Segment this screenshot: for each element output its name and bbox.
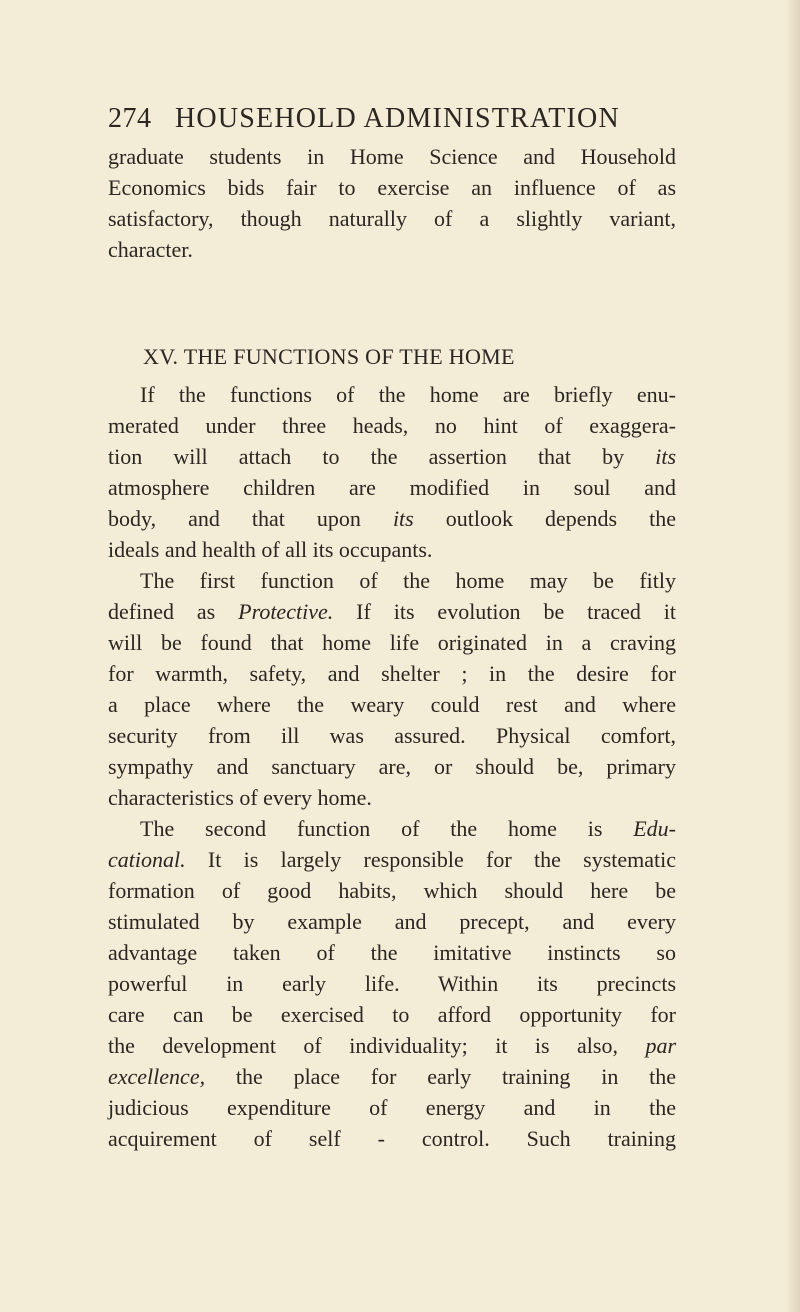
text-line: formation of good habits, which should here be xyxy=(108,878,676,903)
section-body xyxy=(108,379,676,1154)
text-run: the place for early training in the xyxy=(235,1064,677,1089)
emphasis: excellence, xyxy=(108,1064,206,1089)
emphasis: Edu- xyxy=(633,816,676,841)
text-line: security from ill was assured. Physical comfort, xyxy=(108,723,676,748)
text-line: The first function of the home may be fitly xyxy=(140,568,676,593)
text-line: ideals and health of all its occupants. xyxy=(108,537,433,562)
paragraph-continued xyxy=(108,141,676,265)
running-header xyxy=(108,103,620,135)
text-line: sympathy and sanctuary are, or should be, primary xyxy=(108,754,676,779)
emphasis: Protective. xyxy=(238,599,334,624)
text-line: stimulated by example and precept, and every xyxy=(108,909,676,934)
text-line xyxy=(108,813,676,844)
page-number: 274 xyxy=(108,103,152,134)
text-line: will be found that home life originated in a craving xyxy=(108,630,676,655)
section-heading: XV. THE FUNCTIONS OF THE HOME xyxy=(143,344,515,369)
text-line: judicious expenditure of energy and in the xyxy=(108,1095,676,1120)
text-line: care can be exercised to afford opportunity for xyxy=(108,1002,676,1027)
text-line: satisfactory, though naturally of a slightly variant, xyxy=(108,206,676,231)
text-run: The second function of the home is xyxy=(140,816,603,841)
text-line: for warmth, safety, and shelter ; in the desire for xyxy=(108,661,676,686)
emphasis: its xyxy=(392,506,414,531)
text-line: characteristics of every home. xyxy=(108,785,372,810)
text-run: outlook depends the xyxy=(445,506,677,531)
text-line: powerful in early life. Within its precincts xyxy=(108,971,676,996)
page-edge-shadow xyxy=(786,0,800,1312)
emphasis: par xyxy=(645,1033,676,1058)
text-line xyxy=(108,503,676,534)
text-run: tion will attach to the assertion that by xyxy=(108,444,625,469)
text-line: atmosphere children are modified in soul and xyxy=(108,475,676,500)
text-line: advantage taken of the imitative instincts so xyxy=(108,940,676,965)
text-line xyxy=(108,1061,676,1092)
text-line xyxy=(108,1030,676,1061)
running-title: HOUSEHOLD ADMINISTRATION xyxy=(175,103,620,134)
text-run: body, and that upon xyxy=(108,506,361,531)
text-line xyxy=(108,596,676,627)
text-line: graduate students in Home Science and Household xyxy=(108,144,676,169)
text-run: If its evolution be traced it xyxy=(356,599,677,624)
text-run: It is largely responsible for the systematic xyxy=(207,847,677,872)
text-run: defined as xyxy=(108,599,216,624)
text-line: merated under three heads, no hint of exaggera- xyxy=(108,413,676,438)
text-line xyxy=(108,441,676,472)
emphasis: its xyxy=(655,444,677,469)
text-line: a place where the weary could rest and where xyxy=(108,692,676,717)
text-run: the development of individuality; it is also, xyxy=(108,1033,618,1058)
text-line xyxy=(108,844,676,875)
text-line: Economics bids fair to exercise an influence of as xyxy=(108,175,676,200)
text-line: acquirement of self - control. Such training xyxy=(108,1126,676,1151)
text-line: character. xyxy=(108,237,193,262)
emphasis: cational. xyxy=(108,847,186,872)
text-line: If the functions of the home are briefly enu- xyxy=(140,382,676,407)
